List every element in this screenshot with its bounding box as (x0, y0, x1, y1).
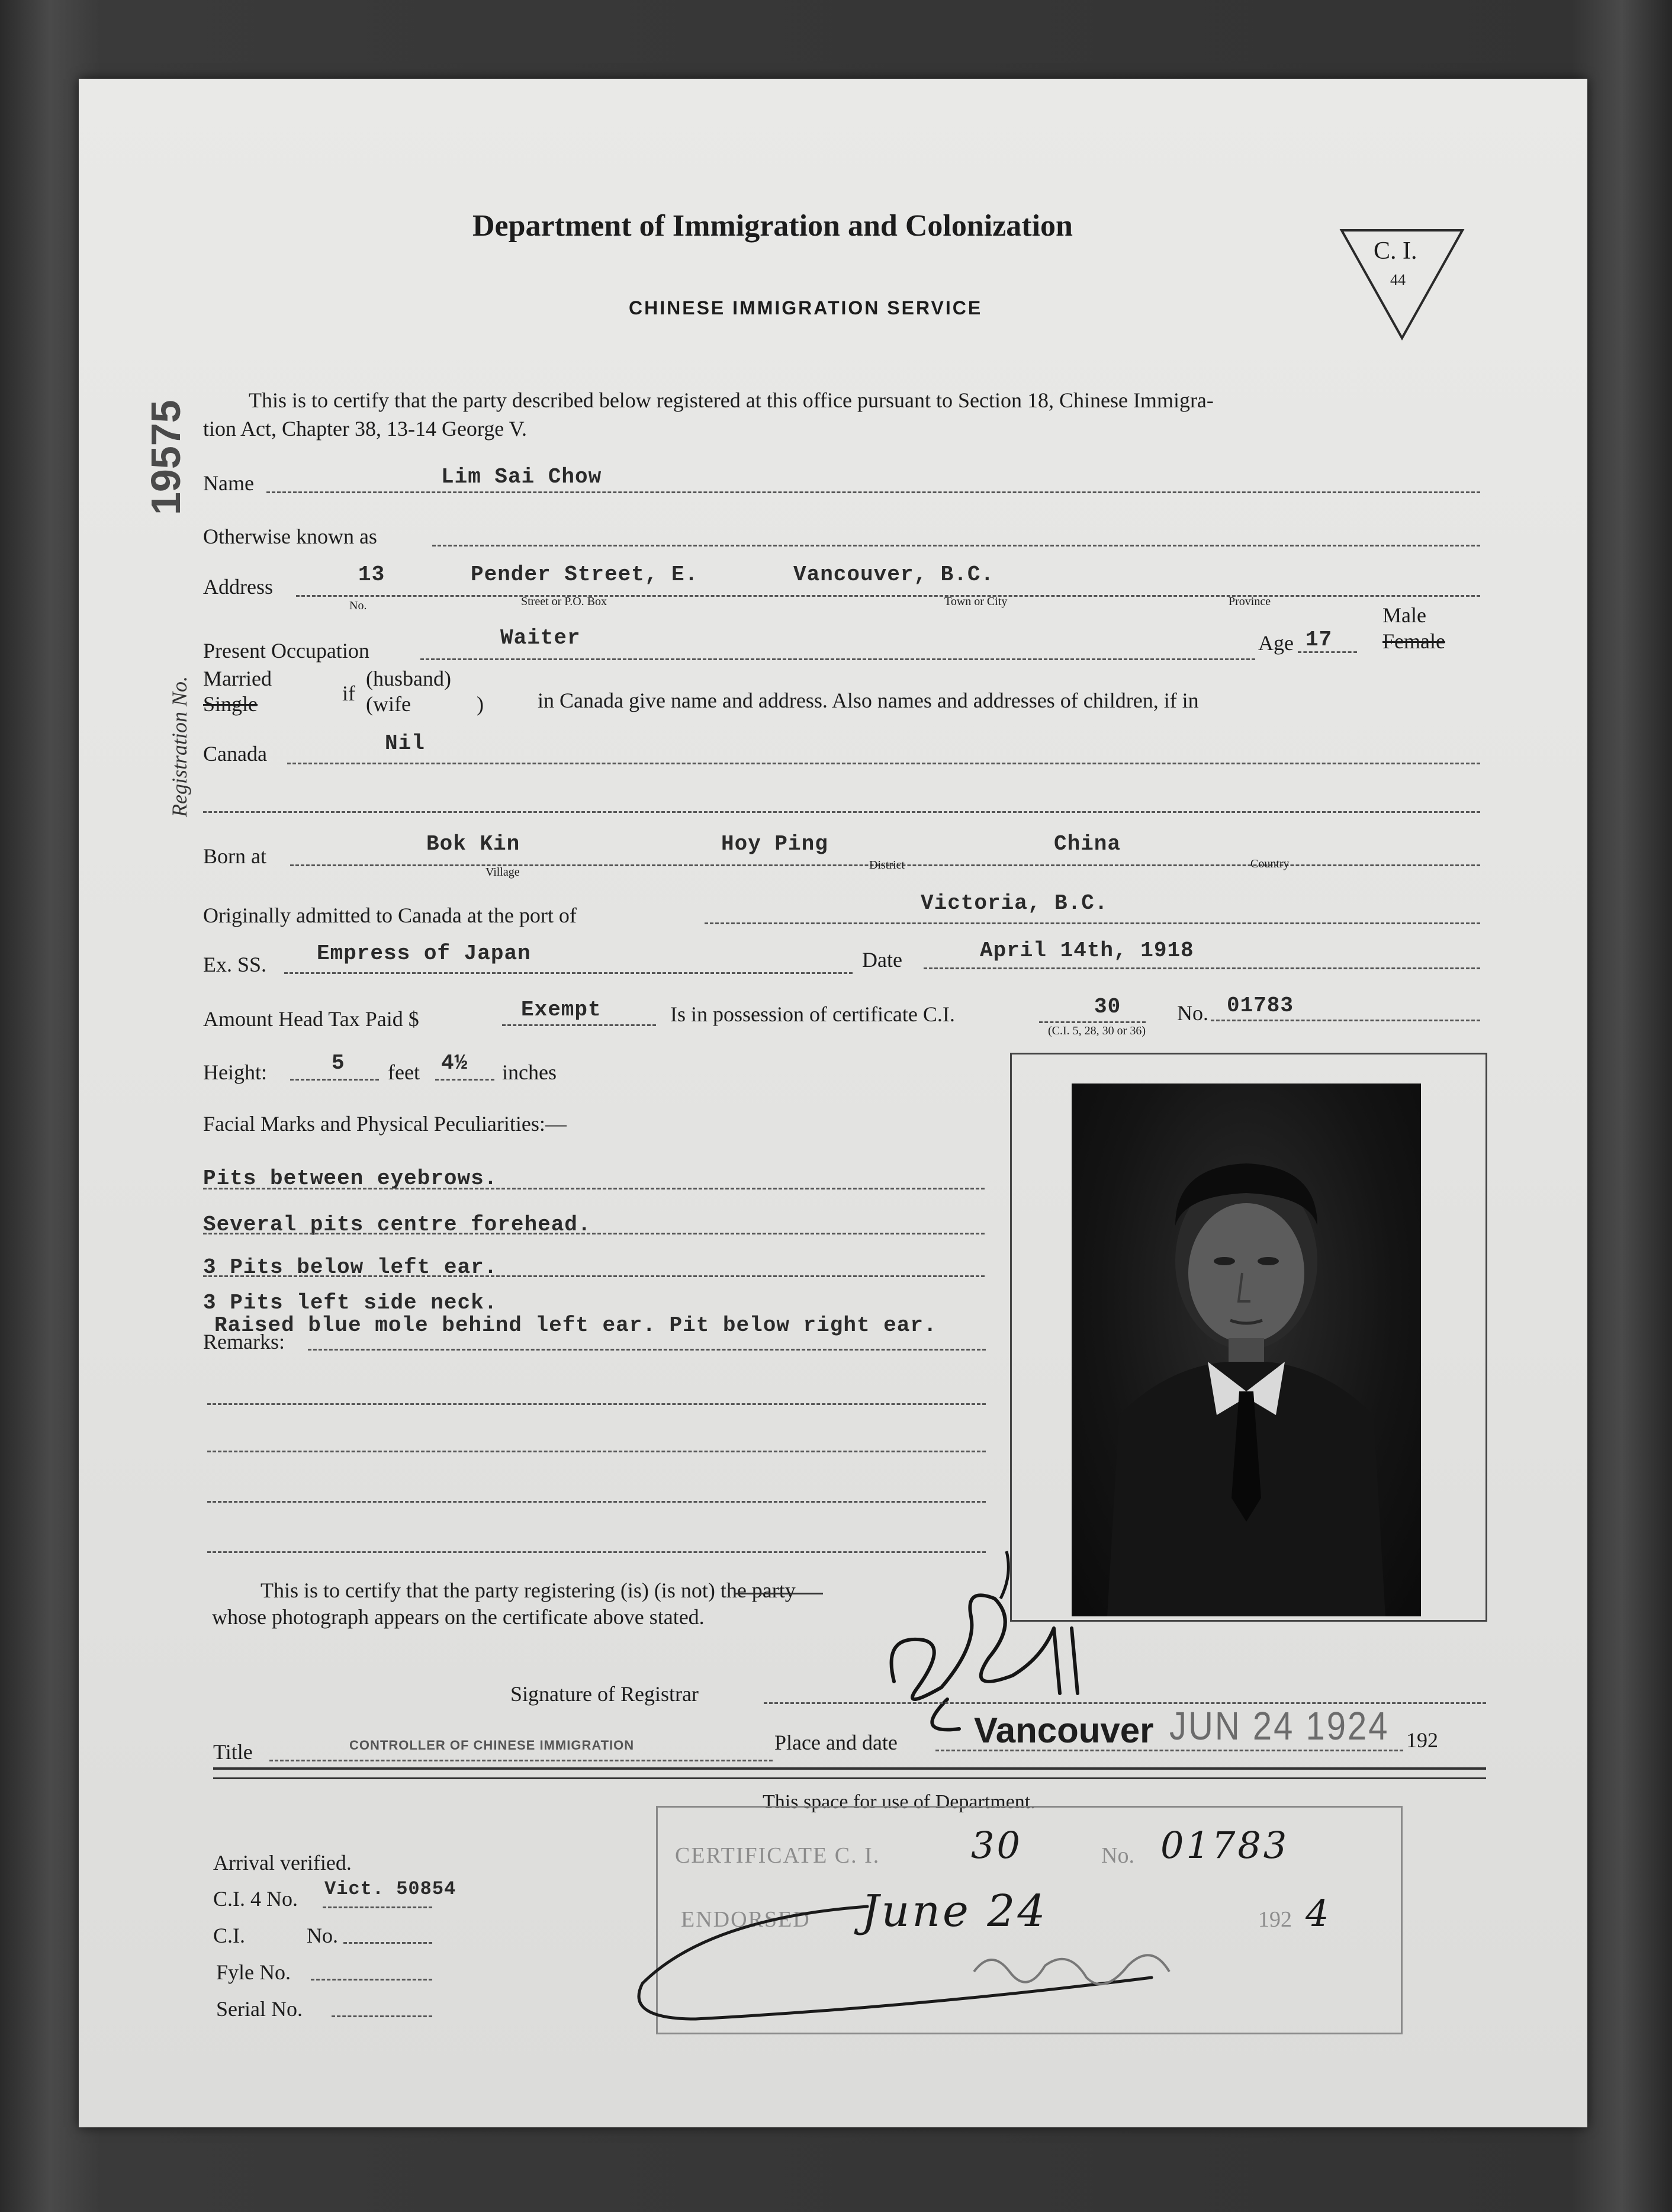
certify-text-line2: tion Act, Chapter 38, 13-14 George V. (203, 417, 527, 441)
ci4-label: C.I. 4 No. (213, 1887, 298, 1911)
head-tax-line (502, 1024, 656, 1026)
born-label: Born at (203, 844, 266, 868)
height-inches-value: 4½ (441, 1051, 468, 1075)
country-caption: Country (1250, 857, 1290, 870)
date-stamp: JUN 24 1924 (1169, 1704, 1390, 1748)
feet-label: feet (388, 1060, 420, 1084)
fyle-line (311, 1979, 432, 1980)
mark-line-3: 3 Pits below left ear. (203, 1255, 498, 1279)
place-value: Vancouver (974, 1711, 1154, 1750)
ship-label: Ex. SS. (203, 953, 267, 976)
arrival-verified-label: Arrival verified. (213, 1851, 352, 1875)
sex-female: Female (1382, 629, 1445, 653)
remarks-line-5 (207, 1551, 986, 1553)
marks-line-1 (203, 1188, 985, 1189)
height-inches-line (435, 1079, 494, 1081)
endorsed-date-value: June 24 (861, 1886, 1048, 1937)
single-label: Single (203, 692, 258, 716)
occupation-line (420, 658, 1255, 660)
endorsed-year-digit: 4 (1306, 1892, 1332, 1935)
date-line (924, 967, 1480, 969)
form-code-top: C. I. (1374, 237, 1417, 265)
otherwise-line (432, 545, 1480, 546)
husband-label: (husband) (366, 667, 451, 690)
mark-line-5: Raised blue mole behind left ear. Pit below right ear. (214, 1313, 937, 1338)
stamp-certificate-label: CERTIFICATE C. I. (675, 1843, 880, 1868)
dept-space-label: This space for use of Department. (763, 1791, 1036, 1813)
port-value: Victoria, B.C. (921, 891, 1108, 915)
service-name: CHINESE IMMIGRATION SERVICE (629, 297, 983, 319)
title-label: Title (213, 1740, 253, 1764)
wife-label: (wife (366, 692, 411, 716)
name-value: Lim Sai Chow (441, 465, 602, 489)
place-date-label: Place and date (774, 1731, 898, 1754)
head-tax-label: Amount Head Tax Paid $ (203, 1007, 419, 1031)
canada-label: Canada (203, 742, 267, 766)
year-suffix: 192 (1406, 1728, 1438, 1752)
address-province-caption: Province (1229, 595, 1271, 608)
ci4-value: Vict. 50854 (324, 1878, 456, 1900)
name-label: Name (203, 471, 254, 495)
address-street-caption: Street or P.O. Box (521, 595, 607, 608)
certify-text-line1: This is to certify that the party described below registered at this office pursuant to Section 18, Chinese Immigra- (249, 388, 1214, 412)
applicant-photograph (1072, 1084, 1421, 1616)
mark-line-1: Pits between eyebrows. (203, 1166, 498, 1191)
ci-no-line (343, 1942, 432, 1944)
cert-no-line (1211, 1020, 1480, 1021)
stamp-year-label: 192 (1258, 1907, 1292, 1932)
strike-is-not (734, 1593, 823, 1594)
address-line (296, 595, 1480, 597)
ci-no-label: No. (307, 1924, 338, 1947)
ci4-line (323, 1906, 432, 1908)
marks-line-2 (203, 1233, 985, 1234)
cert-ci-line (1039, 1021, 1146, 1023)
canada-instructions: in Canada give name and address. Also names and addresses of children, if in (538, 689, 1199, 712)
department-title: Department of Immigration and Colonization (472, 209, 1073, 243)
age-value: 17 (1306, 628, 1333, 652)
remarks-line-4 (207, 1501, 986, 1503)
remarks-line-1 (308, 1349, 986, 1351)
born-country-value: China (1054, 832, 1121, 856)
height-label: Height: (203, 1060, 267, 1084)
married-label: Married (203, 667, 272, 690)
remarks-line-2 (207, 1403, 986, 1405)
stamp-no-label: No. (1101, 1843, 1134, 1868)
facial-marks-label: Facial Marks and Physical Peculiarities:— (203, 1112, 567, 1136)
canada-line (287, 763, 1480, 764)
signature-label: Signature of Registrar (510, 1682, 699, 1706)
close-paren: ) (477, 692, 484, 716)
canada-value: Nil (385, 731, 425, 755)
certify2-line1: This is to certify that the party registering (is) (is not) the party (261, 1578, 796, 1602)
cert-note: (C.I. 5, 28, 30 or 36) (1048, 1024, 1146, 1037)
title-line (269, 1760, 773, 1761)
occupation-label: Present Occupation (203, 639, 369, 663)
arrival-date-value: April 14th, 1918 (980, 938, 1194, 963)
canada-line-2 (203, 811, 1480, 813)
stamp-endorsed-label: ENDORSED (681, 1907, 811, 1932)
endorsement-flourish (619, 1883, 1282, 2037)
address-number-value: 13 (358, 562, 385, 587)
address-town-caption: Town or City (944, 595, 1008, 608)
age-label: Age (1258, 631, 1294, 655)
serial-line (332, 2015, 432, 2017)
occupation-value: Waiter (500, 626, 581, 650)
remarks-line-3 (207, 1451, 986, 1452)
address-label: Address (203, 575, 273, 599)
remarks-label: Remarks: (203, 1330, 285, 1353)
height-feet-value: 5 (332, 1051, 345, 1075)
address-street-value: Pender Street, E. (471, 562, 699, 587)
inches-label: inches (502, 1060, 557, 1084)
ci-label: C.I. (213, 1924, 245, 1947)
address-city-value: Vancouver, B.C. (793, 562, 995, 587)
cert-no-value: 01783 (1227, 994, 1294, 1018)
born-village-value: Bok Kin (426, 832, 520, 856)
registration-label: Registration No. (168, 676, 191, 817)
otherwise-label: Otherwise known as (203, 525, 377, 548)
title-stamp: CONTROLLER OF CHINESE IMMIGRATION (349, 1738, 635, 1753)
address-number-caption: No. (349, 599, 367, 612)
registration-number: 19575 (143, 400, 189, 515)
date-label: Date (862, 948, 902, 972)
mark-line-2: Several pits centre forehead. (203, 1213, 591, 1237)
registrar-signature (876, 1539, 1172, 1735)
cert-no-label: No. (1177, 1001, 1208, 1025)
head-tax-value: Exempt (521, 998, 602, 1022)
cert-ci-value: 30 (1094, 995, 1121, 1019)
divider-rule-2 (213, 1777, 1486, 1779)
name-line (266, 491, 1480, 493)
divider-rule-1 (213, 1767, 1486, 1770)
born-district-value: Hoy Ping (721, 832, 828, 856)
village-caption: Village (485, 866, 520, 879)
form-code-bottom: 44 (1390, 271, 1406, 288)
port-label: Originally admitted to Canada at the port of (203, 904, 577, 927)
if-label: if (342, 681, 355, 705)
ship-value: Empress of Japan (317, 941, 531, 966)
serial-label: Serial No. (216, 1997, 303, 2021)
height-feet-line (290, 1079, 379, 1081)
sex-male: Male (1382, 603, 1426, 627)
mark-line-4: 3 Pits left side neck. (203, 1291, 498, 1315)
marks-line-3 (203, 1275, 985, 1277)
fyle-label: Fyle No. (216, 1960, 291, 1984)
certify2-line2: whose photograph appears on the certificate above stated. (212, 1605, 705, 1629)
stamp-cert-value: 30 (971, 1824, 1023, 1867)
possession-label: Is in possession of certificate C.I. (670, 1002, 955, 1026)
district-caption: District (869, 859, 905, 872)
ship-line (284, 972, 853, 974)
stamp-no-value: 01783 (1160, 1824, 1290, 1867)
port-line (705, 922, 1480, 924)
